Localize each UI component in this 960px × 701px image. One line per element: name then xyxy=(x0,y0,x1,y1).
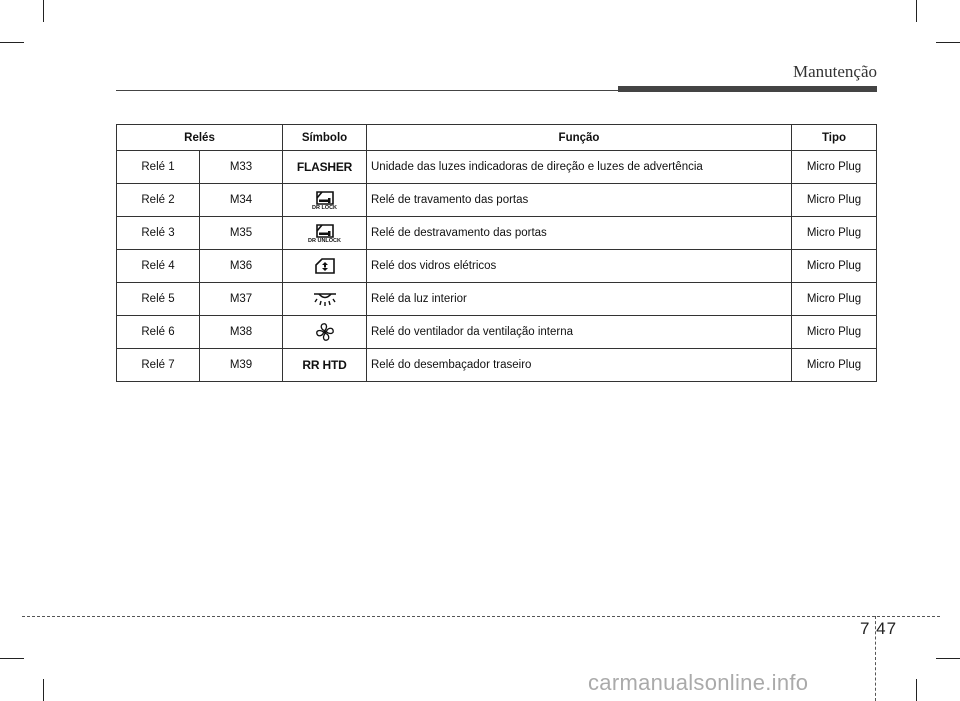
table-row xyxy=(117,349,877,382)
relay-symbol xyxy=(283,184,367,217)
relay-type: Micro Plug xyxy=(792,250,877,283)
table-header-row xyxy=(117,125,877,151)
relay-symbol xyxy=(283,349,367,382)
table-row xyxy=(117,250,877,283)
relay-function: Relé do ventilador da ventilação interna xyxy=(367,316,792,349)
symbol-text: FLASHER xyxy=(296,160,353,174)
power-window-icon xyxy=(314,257,336,275)
relay-function: Relé da luz interior xyxy=(367,283,792,316)
relay-symbol xyxy=(283,217,367,250)
symbol-caption: DR UNLOCK xyxy=(308,237,341,244)
door-unlock-icon xyxy=(308,223,341,244)
relay-type: Micro Plug xyxy=(792,316,877,349)
relay-function: Relé do desembaçador traseiro xyxy=(367,349,792,382)
relay-symbol xyxy=(283,151,367,184)
relay-type: Micro Plug xyxy=(792,217,877,250)
table-row xyxy=(117,316,877,349)
footer-rule xyxy=(22,616,940,617)
crop-mark xyxy=(916,0,917,22)
relay-name: Relé 5 xyxy=(117,283,200,316)
table-row xyxy=(117,217,877,250)
table-row xyxy=(117,283,877,316)
header-rule-bar xyxy=(618,86,877,92)
relay-code: M35 xyxy=(200,217,283,250)
relay-name: Relé 3 xyxy=(117,217,200,250)
relay-code: M36 xyxy=(200,250,283,283)
crop-mark xyxy=(0,42,24,43)
section-title: Manutenção xyxy=(792,62,877,81)
crop-mark xyxy=(0,658,24,659)
relay-name: Relé 2 xyxy=(117,184,200,217)
fan-icon xyxy=(315,322,335,342)
crop-mark xyxy=(43,679,44,701)
relay-symbol xyxy=(283,316,367,349)
relay-type: Micro Plug xyxy=(792,151,877,184)
column-header-simbolo: Símbolo xyxy=(283,125,367,151)
interior-light-icon xyxy=(311,291,339,307)
relay-name: Relé 6 xyxy=(117,316,200,349)
relay-table xyxy=(116,124,877,382)
relay-name: Relé 1 xyxy=(117,151,200,184)
crop-mark xyxy=(936,42,960,43)
crop-mark xyxy=(936,658,960,659)
relay-code: M33 xyxy=(200,151,283,184)
symbol-caption: DR LOCK xyxy=(311,204,338,211)
table-row xyxy=(117,184,877,217)
symbol-text: RR HTD xyxy=(302,358,347,372)
door-lock-icon xyxy=(312,190,337,211)
relay-function: Unidade das luzes indicadoras de direção e luzes de advertência xyxy=(367,151,792,184)
column-header-funcao: Função xyxy=(367,125,792,151)
crop-mark xyxy=(43,0,44,22)
table-row xyxy=(117,151,877,184)
relay-function: Relé dos vidros elétricos xyxy=(367,250,792,283)
relay-type: Micro Plug xyxy=(792,184,877,217)
page-number: 7 47 xyxy=(860,619,898,638)
watermark: carmanualsonline.info xyxy=(588,670,809,695)
relay-type: Micro Plug xyxy=(792,349,877,382)
relay-symbol xyxy=(283,283,367,316)
relay-function: Relé de destravamento das portas xyxy=(367,217,792,250)
column-header-tipo: Tipo xyxy=(792,125,877,151)
relay-function: Relé de travamento das portas xyxy=(367,184,792,217)
crop-mark xyxy=(916,679,917,701)
relay-name: Relé 4 xyxy=(117,250,200,283)
relay-code: M38 xyxy=(200,316,283,349)
column-header-reles: Relés xyxy=(117,125,283,151)
relay-code: M37 xyxy=(200,283,283,316)
relay-symbol xyxy=(283,250,367,283)
relay-code: M34 xyxy=(200,184,283,217)
relay-name: Relé 7 xyxy=(117,349,200,382)
relay-code: M39 xyxy=(200,349,283,382)
header-rule xyxy=(116,90,618,91)
relay-type: Micro Plug xyxy=(792,283,877,316)
